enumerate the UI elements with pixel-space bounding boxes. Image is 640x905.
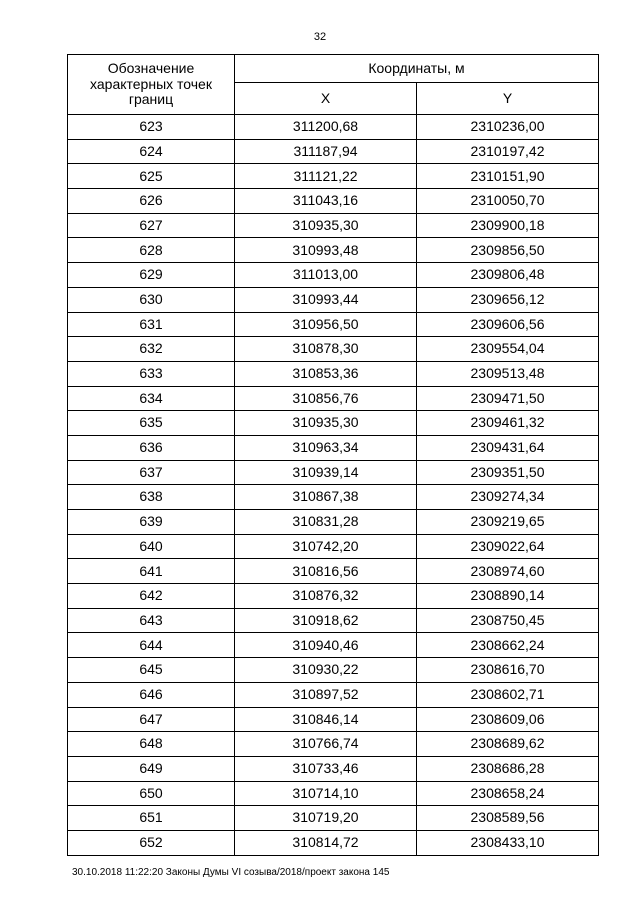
y-coordinate-cell: 2309554,04 [417, 337, 599, 362]
y-coordinate-cell: 2309351,50 [417, 460, 599, 485]
point-number-cell: 643 [68, 608, 235, 633]
x-coordinate-cell: 311043,16 [235, 189, 417, 214]
point-number-cell: 624 [68, 139, 235, 164]
point-number-cell: 639 [68, 510, 235, 535]
table-row [68, 658, 599, 683]
y-coordinate-cell: 2309806,48 [417, 263, 599, 288]
x-coordinate-cell: 310853,36 [235, 361, 417, 386]
y-coordinate-cell: 2308658,24 [417, 781, 599, 806]
table-row [68, 806, 599, 831]
point-number-cell: 649 [68, 756, 235, 781]
x-coordinate-cell: 310876,32 [235, 584, 417, 609]
point-number-cell: 623 [68, 115, 235, 140]
y-coordinate-cell: 2309900,18 [417, 213, 599, 238]
y-coordinate-cell: 2309471,50 [417, 386, 599, 411]
point-number-cell: 650 [68, 781, 235, 806]
y-coordinate-cell: 2308974,60 [417, 559, 599, 584]
table-row [68, 830, 599, 855]
page-number: 32 [313, 31, 327, 43]
y-coordinate-cell: 2310197,42 [417, 139, 599, 164]
point-number-cell: 628 [68, 238, 235, 263]
point-number-cell: 634 [68, 386, 235, 411]
point-number-cell: 636 [68, 435, 235, 460]
x-coordinate-cell: 310816,56 [235, 559, 417, 584]
x-coordinate-cell: 310956,50 [235, 312, 417, 337]
x-coordinate-cell: 310993,44 [235, 287, 417, 312]
x-coordinate-cell: 310831,28 [235, 510, 417, 535]
point-number-cell: 640 [68, 534, 235, 559]
table-row [68, 312, 599, 337]
header-y: Y [417, 83, 599, 115]
point-number-cell: 626 [68, 189, 235, 214]
x-coordinate-cell: 311121,22 [235, 164, 417, 189]
point-number-cell: 647 [68, 707, 235, 732]
table-row [68, 584, 599, 609]
point-number-cell: 642 [68, 584, 235, 609]
x-coordinate-cell: 310940,46 [235, 633, 417, 658]
table-row [68, 213, 599, 238]
point-number-cell: 641 [68, 559, 235, 584]
y-coordinate-cell: 2308589,56 [417, 806, 599, 831]
header-point-designation: Обозначение характерных точек границ [68, 55, 235, 115]
table-row [68, 164, 599, 189]
x-coordinate-cell: 310935,30 [235, 411, 417, 436]
point-number-cell: 630 [68, 287, 235, 312]
x-coordinate-cell: 310930,22 [235, 658, 417, 683]
y-coordinate-cell: 2308689,62 [417, 732, 599, 757]
point-number-cell: 629 [68, 263, 235, 288]
table-row [68, 287, 599, 312]
table-row [68, 189, 599, 214]
point-number-cell: 625 [68, 164, 235, 189]
point-number-cell: 644 [68, 633, 235, 658]
table-row [68, 732, 599, 757]
footer-stamp: 30.10.2018 11:22:20 Законы Думы VI созыва/2018/проект закона 145 [72, 867, 390, 878]
y-coordinate-cell: 2308433,10 [417, 830, 599, 855]
x-coordinate-cell: 310846,14 [235, 707, 417, 732]
y-coordinate-cell: 2309274,34 [417, 485, 599, 510]
table-row [68, 411, 599, 436]
point-number-cell: 645 [68, 658, 235, 683]
table-row [68, 682, 599, 707]
header-coordinates: Координаты, м [235, 55, 599, 83]
x-coordinate-cell: 310742,20 [235, 534, 417, 559]
point-number-cell: 651 [68, 806, 235, 831]
y-coordinate-cell: 2310050,70 [417, 189, 599, 214]
point-number-cell: 631 [68, 312, 235, 337]
table-row [68, 115, 599, 140]
table-row [68, 485, 599, 510]
y-coordinate-cell: 2308602,71 [417, 682, 599, 707]
table-row [68, 534, 599, 559]
table-row [68, 781, 599, 806]
point-number-cell: 627 [68, 213, 235, 238]
table-row [68, 263, 599, 288]
y-coordinate-cell: 2309022,64 [417, 534, 599, 559]
x-coordinate-cell: 310814,72 [235, 830, 417, 855]
table-row [68, 337, 599, 362]
x-coordinate-cell: 310714,10 [235, 781, 417, 806]
y-coordinate-cell: 2308890,14 [417, 584, 599, 609]
y-coordinate-cell: 2308616,70 [417, 658, 599, 683]
x-coordinate-cell: 310719,20 [235, 806, 417, 831]
table-row [68, 707, 599, 732]
x-coordinate-cell: 310856,76 [235, 386, 417, 411]
x-coordinate-cell: 310867,38 [235, 485, 417, 510]
point-number-cell: 646 [68, 682, 235, 707]
x-coordinate-cell: 310733,46 [235, 756, 417, 781]
x-coordinate-cell: 310963,34 [235, 435, 417, 460]
y-coordinate-cell: 2309219,65 [417, 510, 599, 535]
point-number-cell: 633 [68, 361, 235, 386]
y-coordinate-cell: 2310151,90 [417, 164, 599, 189]
table-row [68, 559, 599, 584]
table-row [68, 510, 599, 535]
x-coordinate-cell: 310766,74 [235, 732, 417, 757]
x-coordinate-cell: 311013,00 [235, 263, 417, 288]
coordinates-table [67, 54, 599, 856]
table-row [68, 608, 599, 633]
point-number-cell: 652 [68, 830, 235, 855]
x-coordinate-cell: 310935,30 [235, 213, 417, 238]
point-number-cell: 638 [68, 485, 235, 510]
y-coordinate-cell: 2308662,24 [417, 633, 599, 658]
table-row [68, 139, 599, 164]
y-coordinate-cell: 2309856,50 [417, 238, 599, 263]
table-row [68, 386, 599, 411]
header-x: X [235, 83, 417, 115]
x-coordinate-cell: 310993,48 [235, 238, 417, 263]
point-number-cell: 632 [68, 337, 235, 362]
y-coordinate-cell: 2310236,00 [417, 115, 599, 140]
x-coordinate-cell: 310918,62 [235, 608, 417, 633]
point-number-cell: 648 [68, 732, 235, 757]
y-coordinate-cell: 2309656,12 [417, 287, 599, 312]
table-body [68, 115, 599, 856]
y-coordinate-cell: 2308750,45 [417, 608, 599, 633]
table-row [68, 633, 599, 658]
table-row [68, 460, 599, 485]
point-number-cell: 637 [68, 460, 235, 485]
y-coordinate-cell: 2309513,48 [417, 361, 599, 386]
x-coordinate-cell: 310939,14 [235, 460, 417, 485]
y-coordinate-cell: 2309606,56 [417, 312, 599, 337]
x-coordinate-cell: 310897,52 [235, 682, 417, 707]
table-row [68, 756, 599, 781]
y-coordinate-cell: 2309431,64 [417, 435, 599, 460]
x-coordinate-cell: 311200,68 [235, 115, 417, 140]
table-row [68, 361, 599, 386]
x-coordinate-cell: 310878,30 [235, 337, 417, 362]
table-row [68, 238, 599, 263]
point-number-cell: 635 [68, 411, 235, 436]
y-coordinate-cell: 2308686,28 [417, 756, 599, 781]
x-coordinate-cell: 311187,94 [235, 139, 417, 164]
y-coordinate-cell: 2309461,32 [417, 411, 599, 436]
y-coordinate-cell: 2308609,06 [417, 707, 599, 732]
table-row [68, 435, 599, 460]
